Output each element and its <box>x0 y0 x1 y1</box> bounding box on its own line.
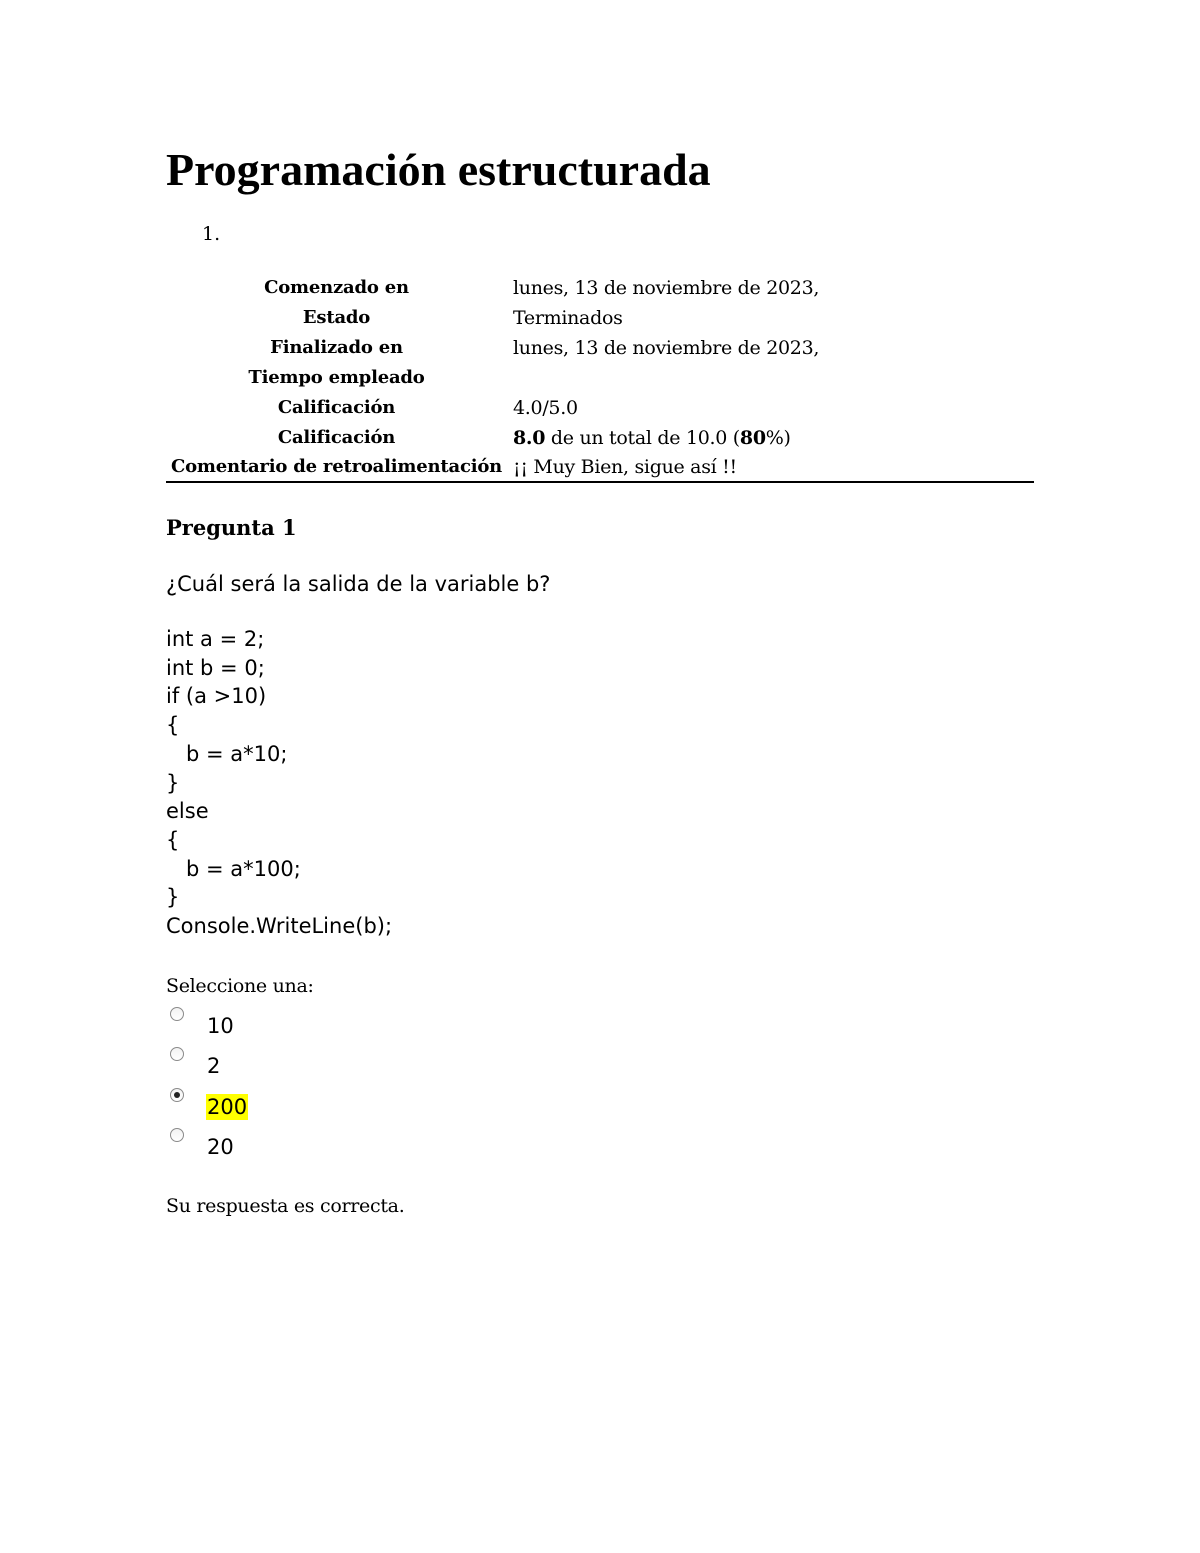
summary-label: Calificación <box>277 427 396 448</box>
code-block <box>166 625 1034 941</box>
grade-value: 8.0 <box>513 427 546 449</box>
quiz-review-page <box>166 140 1034 1221</box>
radio-button-selected[interactable] <box>170 1088 184 1102</box>
summary-row-grade <box>166 423 1034 453</box>
summary-row-time-taken <box>166 363 1034 393</box>
answer-option-label: 2 <box>207 1054 221 1079</box>
summary-value: lunes, 13 de noviembre de 2023, <box>513 277 820 299</box>
code-line: { <box>166 827 180 852</box>
answer-options <box>166 1007 1034 1169</box>
summary-value <box>507 363 1034 393</box>
answer-option-label: 200 <box>207 1094 248 1119</box>
answer-option[interactable] <box>166 1088 1034 1129</box>
radio-button[interactable] <box>170 1128 184 1142</box>
code-line: { <box>166 713 180 738</box>
summary-row-status <box>166 303 1034 333</box>
question-text: ¿Cuál será la salida de la variable b? <box>166 572 551 596</box>
radio-button[interactable] <box>170 1047 184 1061</box>
code-line: b = a*10; <box>166 741 288 766</box>
summary-value: Terminados <box>513 307 623 329</box>
code-line: if (a >10) <box>166 684 267 709</box>
summary-label: Tiempo empleado <box>248 367 425 388</box>
answer-option[interactable] <box>166 1007 1034 1048</box>
select-prompt: Seleccione una: <box>166 974 314 997</box>
answer-option-label: 10 <box>207 1013 234 1038</box>
answer-option[interactable] <box>166 1047 1034 1088</box>
code-line: else <box>166 799 209 824</box>
summary-row-feedback <box>166 453 1034 482</box>
code-line: } <box>166 770 180 795</box>
summary-value <box>507 423 1034 453</box>
answer-option-label: 20 <box>207 1135 234 1160</box>
summary-label: Calificación <box>277 397 396 418</box>
code-line: Console.WriteLine(b); <box>166 914 393 939</box>
summary-label: Estado <box>302 307 371 328</box>
list-number: 1. <box>202 223 221 245</box>
summary-row-marks <box>166 393 1034 423</box>
code-line: int a = 2; <box>166 627 265 651</box>
summary-value: ¡¡ Muy Bien, sigue así !! <box>513 456 737 478</box>
answer-feedback: Su respuesta es correcta. <box>166 1194 405 1217</box>
summary-row-started <box>166 273 1034 303</box>
question-number: Pregunta 1 <box>166 515 297 540</box>
radio-button[interactable] <box>170 1007 184 1021</box>
summary-label: Comenzado en <box>264 277 409 298</box>
answer-option[interactable] <box>166 1128 1034 1169</box>
grade-percent: 80 <box>739 427 766 449</box>
grade-text: de un total de 10.0 ( <box>545 427 740 449</box>
code-line: b = a*100; <box>166 856 301 881</box>
summary-value: 4.0/5.0 <box>513 397 578 419</box>
summary-label: Comentario de retroalimentación <box>170 456 503 477</box>
code-line: } <box>166 885 180 910</box>
page-title: Programación estructurada <box>166 144 711 195</box>
attempt-summary-table <box>166 273 1034 483</box>
summary-value: lunes, 13 de noviembre de 2023, <box>513 337 820 359</box>
code-line: int b = 0; <box>166 655 265 680</box>
summary-row-finished <box>166 333 1034 363</box>
grade-text-end: %) <box>765 427 791 449</box>
summary-label: Finalizado en <box>270 337 403 358</box>
